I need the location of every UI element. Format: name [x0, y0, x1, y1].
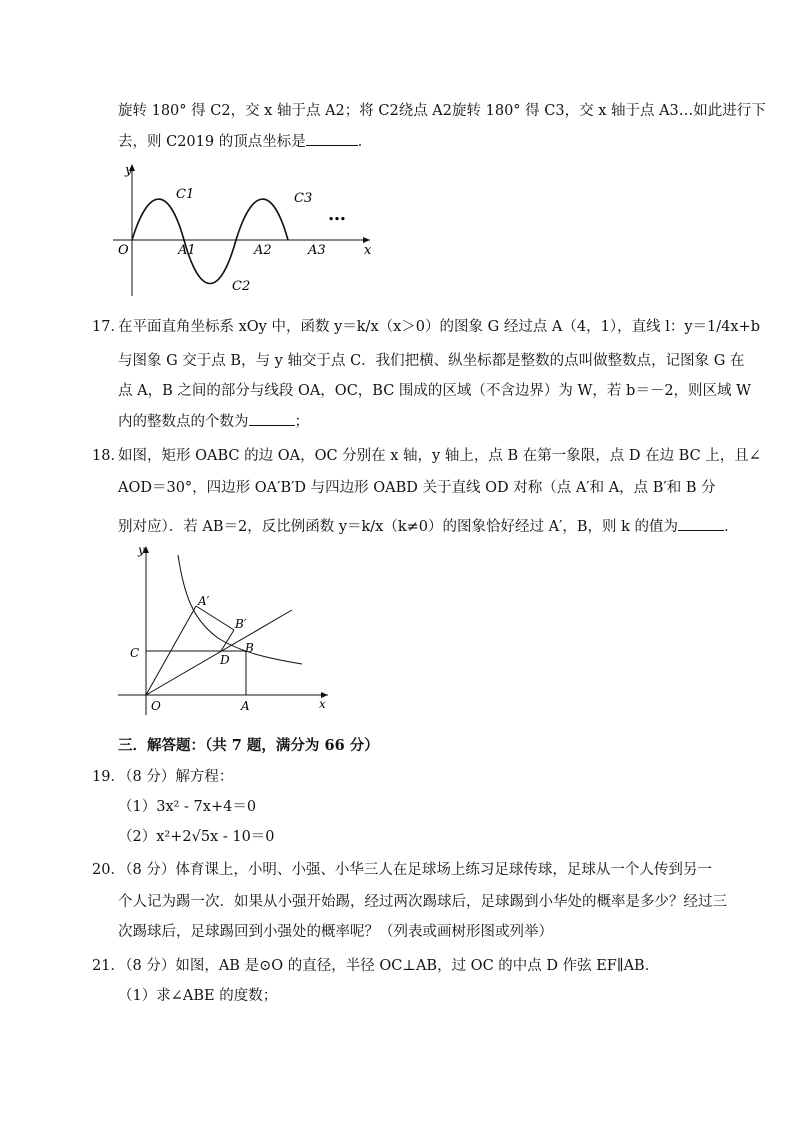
- answer-blank: [678, 516, 724, 531]
- segment-a-prime-b-prime: [196, 606, 234, 630]
- p17-number: 17．: [92, 319, 125, 335]
- label-c: C: [130, 646, 140, 660]
- label-d: D: [220, 653, 230, 667]
- p17-line4-end: ；: [294, 414, 309, 430]
- label-a1: A1: [178, 243, 196, 258]
- section-3-heading: 三．解答题：（共 7 题，满分为 66 分）: [118, 737, 379, 754]
- p17-line2: 与图象 G 交于点 B，与 y 轴交于点 C．我们把横、纵坐标都是整数的点叫做整数点，记图象 G 在: [118, 353, 745, 369]
- curve-c1-c2-c3: [132, 199, 288, 283]
- p20-number: 20．: [92, 862, 125, 878]
- label-a: A: [241, 699, 250, 713]
- label-c1: C1: [176, 187, 195, 202]
- p18-line3-end: ．: [724, 519, 739, 535]
- p20-line2: 个人记为踢一次．如果从小强开始踢，经过两次踢球后，足球踢到小华处的概率是多少？经过三: [118, 894, 727, 910]
- answer-blank: [249, 411, 295, 426]
- p19-line1: （8 分）解方程：: [118, 769, 234, 785]
- label-b-prime: B′: [235, 617, 247, 631]
- label-ellipsis: …: [328, 204, 346, 225]
- line-od: [146, 610, 292, 695]
- label-o: O: [151, 699, 161, 713]
- p18-line2: AOD＝30°，四边形 OA′B′D 与四边形 OABD 关于直线 OD 对称（点 A′和 A，点 B′和 B 分: [118, 480, 716, 496]
- p20-line1: （8 分）体育课上，小明、小强、小华三人在足球场上练习足球传球，足球从一个人传到另一: [118, 862, 712, 878]
- figure-16-sine-curve: [108, 158, 378, 300]
- label-c3: C3: [294, 191, 313, 206]
- hyperbola-curve: [178, 555, 302, 664]
- p18-line3: [118, 516, 739, 537]
- label-a3: A3: [308, 243, 326, 258]
- p17-line4: [118, 411, 309, 432]
- p17-line3: 点 A，B 之间的部分与线段 OA，OC，BC 围成的区域（不含边界）为 W，若 b＝－2，则区域 W: [118, 383, 752, 399]
- p21-line1: （8 分）如图，AB 是⊙O 的直径，半径 OC⊥AB，过 OC 的中点 D 作弦 EF∥AB．: [118, 958, 660, 974]
- label-a2: A2: [254, 243, 272, 258]
- label-o: O: [118, 243, 129, 258]
- figure-18-rectangle-reflection: [118, 540, 338, 720]
- p19-eq2: （2）x²+2√5x - 10＝0: [118, 829, 275, 845]
- p19-number: 19．: [92, 769, 125, 785]
- p18-line1: 如图，矩形 OABC 的边 OA，OC 分别在 x 轴，y 轴上，点 B 在第一象限，点 D 在边 BC 上，且∠: [118, 448, 761, 464]
- p17-line4-text: 内的整数点的个数为: [118, 414, 249, 430]
- p16-line2-end: ．: [357, 134, 373, 150]
- label-c2: C2: [232, 279, 251, 294]
- p16-line2-text: 去，则 C2019 的顶点坐标是: [118, 134, 306, 150]
- label-x: x: [319, 697, 326, 711]
- p18-line3-text: 别对应）．若 AB＝2，反比例函数 y＝k/x（k≠0）的图象恰好经过 A′，B，则 k 的值为: [118, 519, 679, 535]
- p21-number: 21．: [92, 958, 125, 974]
- p17-line1: 在平面直角坐标系 xOy 中，函数 y＝k/x（x＞0）的图象 G 经过点 A（4，1），直线 l：y＝1/4x+b: [118, 319, 760, 335]
- label-a-prime: A′: [198, 594, 210, 608]
- p18-number: 18．: [92, 448, 125, 464]
- p19-eq1: （1）3x² - 7x+4＝0: [118, 799, 257, 815]
- p16-line1: 旋转 180° 得 C2，交 x 轴于点 A2；将 C2绕点 A2旋转 180° 得 C3，交 x 轴于点 A3…如此进行下: [118, 103, 766, 119]
- label-y: y: [138, 543, 145, 557]
- p20-line3: 次踢球后，足球踢回到小强处的概率呢？（列表或画树形图或列举）: [118, 924, 553, 940]
- label-b: B: [245, 641, 254, 655]
- p16-line2: [118, 131, 372, 152]
- answer-blank: [306, 131, 358, 146]
- label-x: x: [364, 243, 372, 258]
- p21-sub1: （1）求∠ABE 的度数；: [118, 988, 278, 1004]
- label-y: y: [125, 163, 133, 178]
